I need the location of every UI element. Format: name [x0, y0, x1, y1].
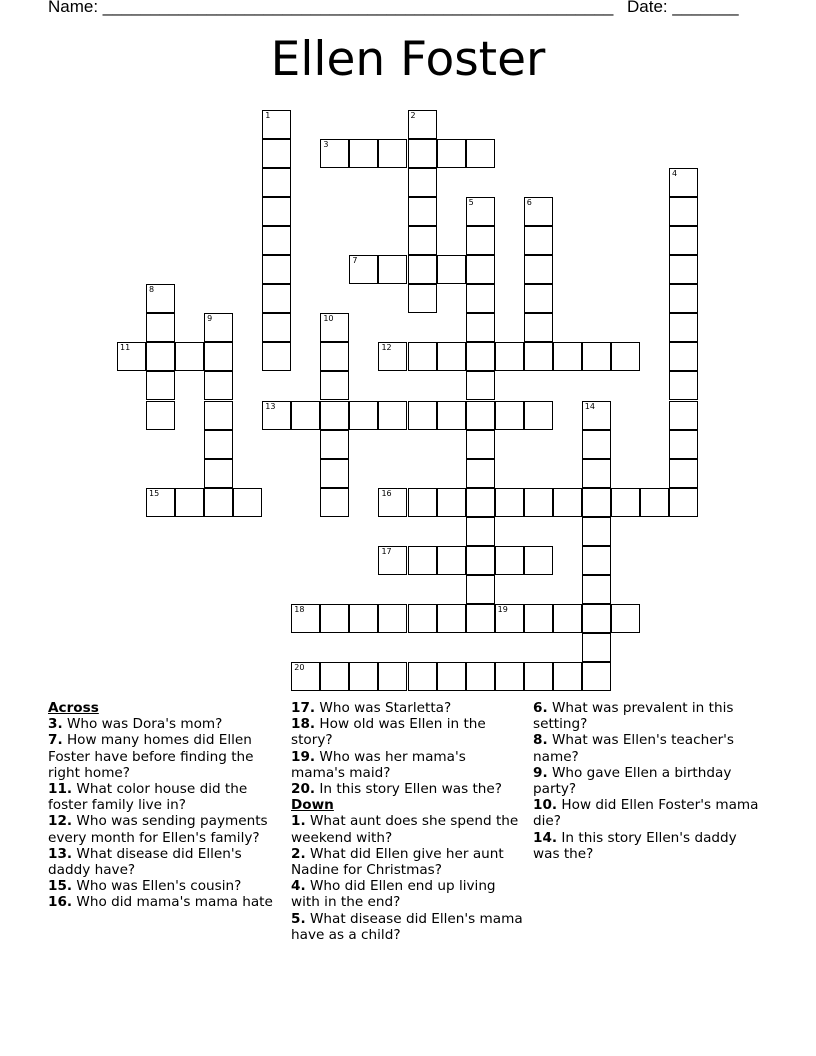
grid-cell[interactable] [320, 459, 349, 488]
clue-item-number: 18. [291, 716, 316, 733]
grid-cell[interactable] [466, 139, 495, 168]
clue-item-text: What color house did the foster family live in? [48, 781, 248, 814]
grid-cell[interactable] [582, 604, 611, 633]
grid-cell[interactable] [582, 575, 611, 604]
grid-cell[interactable] [437, 662, 466, 691]
grid-cell[interactable] [524, 197, 553, 226]
clue-item-number: 12. [48, 813, 73, 830]
clue-item-number: 3. [48, 716, 63, 733]
grid-cell[interactable] [582, 401, 611, 430]
grid-cell[interactable] [524, 662, 553, 691]
grid-cell[interactable] [320, 139, 349, 168]
clue-item-number: 4. [291, 878, 306, 895]
grid-cell[interactable] [524, 546, 553, 575]
grid-cell[interactable] [466, 371, 495, 400]
grid-cell[interactable] [320, 662, 349, 691]
clue-number: 16 [381, 488, 392, 498]
grid-cell[interactable] [408, 255, 437, 284]
clue-item-text: Who was Starletta? [319, 700, 452, 716]
grid-cell[interactable] [669, 342, 698, 371]
clue-item-text: How did Ellen Foster's mama die? [533, 797, 759, 830]
clue-item-text: In this story Ellen was the? [319, 781, 502, 798]
clue-item [48, 716, 280, 732]
grid-cell[interactable] [320, 313, 349, 342]
clue-item-number: 17. [291, 700, 316, 716]
grid-cell[interactable] [204, 371, 233, 400]
clue-item-number: 6. [533, 700, 548, 716]
grid-cell[interactable] [349, 662, 378, 691]
grid-cell[interactable] [582, 633, 611, 662]
grid-cell[interactable] [408, 226, 437, 255]
clue-number: 20 [294, 662, 305, 672]
grid-cell[interactable] [466, 575, 495, 604]
grid-cell[interactable] [320, 371, 349, 400]
grid-cell[interactable] [408, 139, 437, 168]
clue-item-text: Who was sending payments every month for Ellen's family? [48, 813, 268, 846]
grid-cell[interactable] [466, 197, 495, 226]
grid-cell[interactable] [669, 401, 698, 430]
clue-number: 19 [497, 604, 508, 614]
grid-cell[interactable] [378, 604, 407, 633]
grid-cell[interactable] [437, 546, 466, 575]
grid-cell[interactable] [378, 401, 407, 430]
grid-cell[interactable] [378, 139, 407, 168]
clue-number: 3 [323, 140, 329, 150]
clue-item [291, 878, 523, 910]
grid-cell[interactable] [408, 342, 437, 371]
grid-cell[interactable] [524, 284, 553, 313]
clue-item [533, 830, 765, 862]
grid-cell[interactable] [262, 342, 291, 371]
grid-cell[interactable] [669, 255, 698, 284]
page-title: Ellen Foster [270, 32, 546, 87]
grid-cell[interactable] [495, 604, 524, 633]
grid-cell[interactable] [524, 401, 553, 430]
grid-cell[interactable] [582, 459, 611, 488]
grid-cell[interactable] [582, 546, 611, 575]
grid-cell[interactable] [291, 401, 320, 430]
grid-cell[interactable] [669, 488, 698, 517]
grid-cell[interactable] [175, 488, 204, 517]
grid-cell[interactable] [262, 313, 291, 342]
clue-item-text: What aunt does she spend the weekend with? [291, 813, 519, 846]
grid-cell[interactable] [262, 139, 291, 168]
grid-cell[interactable] [553, 488, 582, 517]
clue-item-text: What disease did Ellen's daddy have? [48, 845, 242, 879]
grid-cell[interactable] [495, 488, 524, 517]
grid-cell[interactable] [349, 255, 378, 284]
clue-item-number: 11. [48, 781, 73, 798]
clue-item [291, 846, 523, 878]
clue-item [291, 716, 523, 748]
clue-item-text: Who was her mama's mama's maid? [291, 748, 466, 781]
name-line: Name: ______________________________________________________ [48, 0, 614, 16]
grid-cell[interactable] [466, 313, 495, 342]
clue-item-text: Who was Dora's mom? [66, 716, 223, 733]
grid-cell[interactable] [524, 226, 553, 255]
clue-item [291, 749, 523, 781]
clue-number: 4 [671, 169, 678, 179]
clue-number: 9 [207, 314, 213, 324]
clue-item-text: Who gave Ellen a birthday party? [533, 764, 732, 798]
grid-cell[interactable] [262, 226, 291, 255]
grid-cell[interactable] [262, 255, 291, 284]
grid-cell[interactable] [669, 168, 698, 197]
grid-cell[interactable] [437, 604, 466, 633]
grid-cell[interactable] [291, 604, 320, 633]
clue-number: 11 [120, 343, 131, 353]
grid-cell[interactable] [466, 284, 495, 313]
grid-cell[interactable] [466, 226, 495, 255]
grid-cell[interactable] [466, 517, 495, 546]
grid-cell[interactable] [146, 313, 175, 342]
clue-item-number: 19. [291, 748, 316, 765]
grid-cell[interactable] [495, 546, 524, 575]
clue-number: 10 [323, 314, 334, 324]
grid-cell[interactable] [466, 546, 495, 575]
grid-cell[interactable] [466, 430, 495, 459]
clue-column-2 [291, 700, 523, 943]
grid-cell[interactable] [495, 662, 524, 691]
grid-cell[interactable] [349, 604, 378, 633]
grid-cell[interactable] [320, 401, 349, 430]
grid-cell[interactable] [408, 604, 437, 633]
grid-cell[interactable] [349, 139, 378, 168]
clue-item-text: Who did mama's mama hate [76, 894, 273, 911]
grid-cell[interactable] [669, 313, 698, 342]
clue-item [291, 813, 523, 845]
grid-cell[interactable] [553, 604, 582, 633]
grid-cell[interactable] [233, 488, 262, 517]
grid-cell[interactable] [669, 371, 698, 400]
grid-cell[interactable] [582, 517, 611, 546]
clue-item-text: What disease did Ellen's mama have as a child? [291, 910, 523, 943]
clue-item [291, 781, 523, 797]
clue-item-number: 5. [291, 910, 306, 927]
grid-cell[interactable] [669, 197, 698, 226]
grid-cell[interactable] [611, 342, 640, 371]
clue-item [48, 878, 280, 894]
grid-cell[interactable] [378, 546, 407, 575]
grid-cell[interactable] [408, 197, 437, 226]
clue-number: 2 [410, 111, 416, 120]
grid-cell[interactable] [495, 401, 524, 430]
clue-item-text: What did Ellen give her aunt Nadine for Christmas? [291, 845, 504, 879]
grid-cell[interactable] [262, 401, 291, 430]
grid-cell[interactable] [146, 284, 175, 313]
clue-number: 18 [294, 604, 305, 614]
grid-cell[interactable] [204, 430, 233, 459]
clue-item [533, 765, 765, 797]
grid-cell[interactable] [669, 226, 698, 255]
clue-item [533, 700, 765, 732]
clue-item [291, 911, 523, 943]
grid-cell[interactable] [204, 342, 233, 371]
clue-item-text: What was Ellen's teacher's name? [533, 732, 734, 765]
clue-item-number: 16. [48, 894, 73, 911]
clue-column-3 [533, 700, 765, 862]
grid-cell[interactable] [437, 342, 466, 371]
grid-cell[interactable] [320, 430, 349, 459]
clue-item-text: In this story Ellen's daddy was the? [533, 829, 737, 862]
grid-cell[interactable] [204, 488, 233, 517]
clue-number: 17 [381, 546, 392, 556]
grid-cell[interactable] [669, 284, 698, 313]
grid-cell[interactable] [524, 342, 553, 371]
clue-item-number: 2. [291, 845, 306, 862]
clue-number: 12 [381, 343, 392, 353]
grid-cell[interactable] [146, 342, 175, 371]
grid-cell[interactable] [524, 313, 553, 342]
grid-cell[interactable] [466, 488, 495, 517]
grid-cell[interactable] [437, 488, 466, 517]
grid-cell[interactable] [466, 401, 495, 430]
grid-cell[interactable] [262, 168, 291, 197]
grid-cell[interactable] [378, 662, 407, 691]
clue-item-text: What was prevalent in this setting? [533, 700, 734, 733]
clue-item-number: 13. [48, 845, 73, 862]
grid-cell[interactable] [204, 401, 233, 430]
grid-cell[interactable] [466, 662, 495, 691]
grid-cell[interactable] [378, 488, 407, 517]
grid-cell[interactable] [553, 342, 582, 371]
grid-cell[interactable] [262, 110, 291, 139]
grid-cell[interactable] [495, 342, 524, 371]
clue-item-text: How many homes did Ellen Foster have before finding the right home? [48, 732, 254, 781]
grid-cell[interactable] [611, 604, 640, 633]
grid-cell[interactable] [262, 284, 291, 313]
grid-cell[interactable] [349, 401, 378, 430]
clue-item [48, 732, 280, 781]
clue-item-number: 14. [533, 829, 558, 846]
grid-cell[interactable] [408, 488, 437, 517]
grid-cell[interactable] [582, 342, 611, 371]
grid-cell[interactable] [408, 662, 437, 691]
clue-item-number: 1. [291, 813, 306, 830]
grid-cell[interactable] [146, 488, 175, 517]
clue-item-number: 7. [48, 732, 63, 749]
clue-number: 14 [584, 401, 595, 411]
grid-cell[interactable] [582, 488, 611, 517]
clue-number: 15 [149, 488, 160, 498]
grid-cell[interactable] [640, 488, 669, 517]
grid-cell[interactable] [204, 313, 233, 342]
grid-cell[interactable] [320, 604, 349, 633]
grid-cell[interactable] [582, 662, 611, 691]
clue-item-text: Who did Ellen end up living with in the end? [291, 878, 496, 911]
clue-number: 1 [265, 111, 271, 120]
grid-cell[interactable] [408, 110, 437, 139]
clue-item [48, 781, 280, 813]
clue-item [48, 846, 280, 878]
grid-cell[interactable] [611, 488, 640, 517]
grid-cell[interactable] [175, 342, 204, 371]
grid-cell[interactable] [437, 139, 466, 168]
clue-item-number: 20. [291, 781, 316, 798]
clue-column-1 [48, 700, 280, 911]
grid-cell[interactable] [524, 255, 553, 284]
grid-cell[interactable] [524, 604, 553, 633]
clue-item-number: 10. [533, 797, 558, 814]
grid-cell[interactable] [291, 662, 320, 691]
grid-cell[interactable] [466, 459, 495, 488]
grid-cell[interactable] [437, 401, 466, 430]
clue-item [48, 813, 280, 845]
grid-cell[interactable] [553, 662, 582, 691]
grid-cell[interactable] [408, 284, 437, 313]
clue-item [533, 797, 765, 829]
clue-number: 6 [526, 198, 532, 208]
clue-number: 7 [352, 256, 358, 266]
grid-cell[interactable] [524, 488, 553, 517]
grid-cell[interactable] [378, 255, 407, 284]
clue-item [291, 700, 523, 716]
grid-cell[interactable] [582, 430, 611, 459]
clue-item-number: 9. [533, 764, 548, 781]
clue-item-text: Who was Ellen's cousin? [76, 878, 242, 895]
grid-cell[interactable] [669, 430, 698, 459]
grid-cell[interactable] [117, 342, 146, 371]
clue-item [533, 732, 765, 764]
clue-number: 5 [468, 198, 474, 208]
clue-item-number: 8. [533, 732, 548, 749]
grid-cell[interactable] [466, 255, 495, 284]
grid-cell[interactable] [408, 401, 437, 430]
clue-heading: Down [291, 797, 334, 814]
grid-cell[interactable] [408, 168, 437, 197]
clue-number: 8 [149, 285, 155, 295]
grid-cell[interactable] [204, 459, 233, 488]
grid-cell[interactable] [146, 401, 175, 430]
grid-cell[interactable] [262, 197, 291, 226]
clue-item-text: How old was Ellen in the story? [291, 716, 486, 749]
grid-cell[interactable] [466, 604, 495, 633]
grid-cell[interactable] [320, 488, 349, 517]
grid-cell[interactable] [408, 546, 437, 575]
date-line: Date: _______ [627, 0, 739, 16]
grid-cell[interactable] [146, 371, 175, 400]
clue-item [48, 894, 280, 910]
grid-cell[interactable] [437, 255, 466, 284]
grid-cell[interactable] [466, 342, 495, 371]
grid-cell[interactable] [320, 342, 349, 371]
clue-number: 13 [265, 401, 276, 411]
clue-heading: Across [48, 700, 99, 716]
clue-item-number: 15. [48, 878, 73, 895]
grid-cell[interactable] [669, 459, 698, 488]
grid-cell[interactable] [378, 342, 407, 371]
